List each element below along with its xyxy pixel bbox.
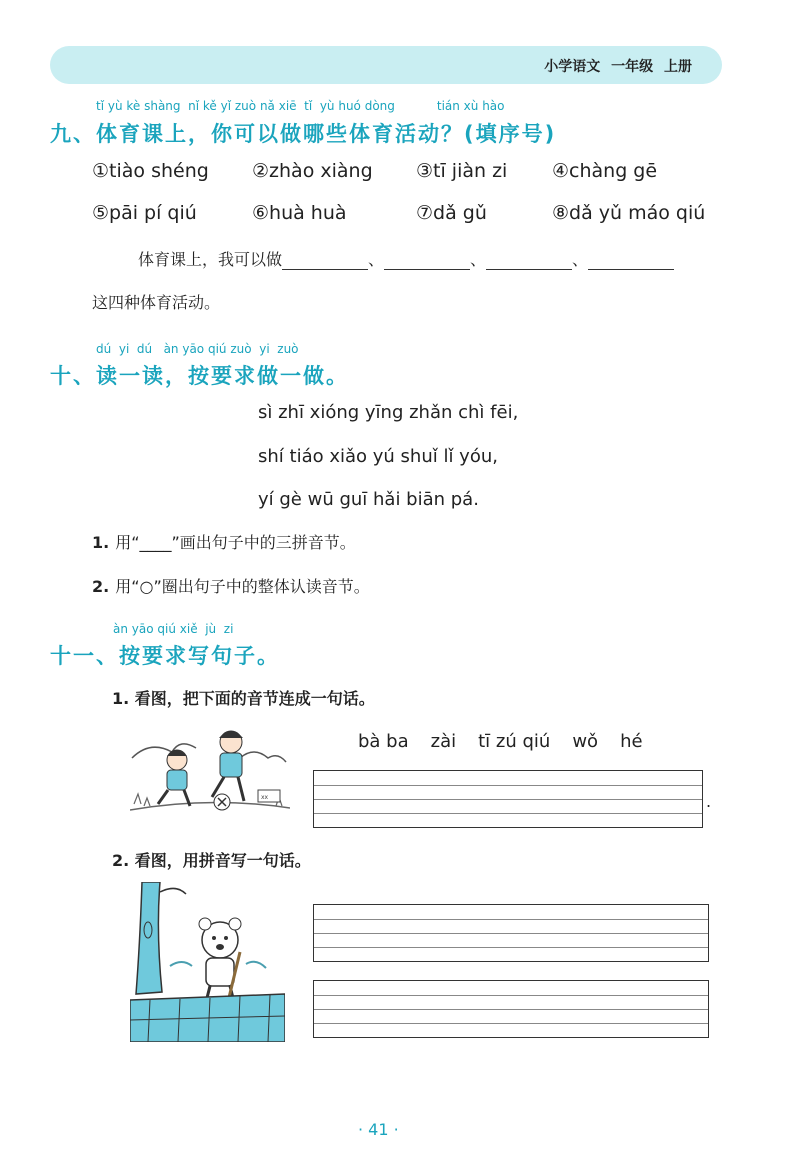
q11-answer-box-2[interactable] bbox=[313, 904, 709, 962]
header-subject: 小学语文 bbox=[544, 59, 601, 75]
q11-syllable-3: tī zú qiú bbox=[478, 731, 551, 752]
q11-answer-box-1[interactable] bbox=[313, 770, 703, 828]
q10-poem-line-3: yí gè wū guī hǎi biān pá. bbox=[258, 489, 479, 510]
q11-sub2: 2. 看图，用拼音写一句话。 bbox=[112, 851, 311, 870]
q9-fill-end: 这四种体育活动。 bbox=[92, 293, 221, 312]
box-line bbox=[314, 995, 708, 996]
q11-syllable-5: hé bbox=[620, 731, 643, 752]
q9-blank-2[interactable] bbox=[384, 251, 470, 270]
q9-blank-4[interactable] bbox=[588, 251, 674, 270]
q9-blank-3[interactable] bbox=[486, 251, 572, 270]
q11-sub1: 1. 看图，把下面的音节连成一句话。 bbox=[112, 689, 375, 708]
q9-option-3: ③tī jiàn zi bbox=[416, 160, 508, 182]
header-label bbox=[544, 56, 692, 76]
q9-title: 九、体育课上，你可以做哪些体育活动？(填序号) bbox=[50, 122, 557, 146]
box-line bbox=[314, 933, 708, 934]
box-line bbox=[314, 813, 702, 814]
q9-blank-1[interactable] bbox=[282, 251, 368, 270]
q9-option-7: ⑦dǎ gǔ bbox=[416, 202, 487, 224]
q11-syllable-2: zài bbox=[430, 731, 457, 752]
box-line bbox=[314, 1009, 708, 1010]
q9-sep-3: 、 bbox=[572, 250, 589, 269]
q10-task-1-num: 1. bbox=[92, 533, 110, 552]
header-grade: 一年级 bbox=[611, 59, 654, 75]
q9-option-6: ⑥huà huà bbox=[252, 202, 347, 224]
q9-option-8: ⑧dǎ yǔ máo qiú bbox=[552, 202, 706, 224]
q11-syllable-1: bà ba bbox=[358, 731, 409, 752]
q10-poem-line-2: shí tiáo xiǎo yú shuǐ lǐ yóu, bbox=[258, 446, 498, 467]
box-line bbox=[314, 799, 702, 800]
page-number: · 41 · bbox=[358, 1120, 399, 1139]
q10-task-2 bbox=[92, 574, 370, 597]
q9-option-1: ①tiào shéng bbox=[92, 160, 209, 182]
header-volume: 上册 bbox=[664, 59, 692, 75]
bear-sweeping-image bbox=[130, 882, 285, 1042]
football-boys-image bbox=[130, 718, 290, 818]
q10-task-2-num: 2. bbox=[92, 577, 110, 596]
q9-pinyin: tǐ yù kè shàng nǐ kě yǐ zuò nǎ xiē tǐ yù huó dòng tián xù hào bbox=[96, 99, 505, 113]
q9-option-5: ⑤pāi pí qiú bbox=[92, 202, 197, 224]
q11-syllable-4: wǒ bbox=[572, 731, 599, 752]
goal-sign-text: xx bbox=[261, 794, 269, 801]
header-bar bbox=[50, 46, 722, 84]
q9-sep-1: 、 bbox=[368, 250, 385, 269]
q10-pinyin: dú yi dú àn yāo qiú zuò yi zuò bbox=[96, 342, 299, 356]
q11-pinyin: àn yāo qiú xiě jù zi bbox=[113, 622, 234, 636]
q10-title: 十、读一读，按要求做一做。 bbox=[50, 364, 349, 388]
q9-fill-start: 体育课上，我可以做 bbox=[138, 250, 283, 269]
q10-task-1-text: 用“____”画出句子中的三拼音节。 bbox=[115, 533, 356, 552]
box-line bbox=[314, 785, 702, 786]
q10-task-2-text: 用“○”圈出句子中的整体认读音节。 bbox=[115, 577, 370, 596]
q11-answer-box-3[interactable] bbox=[313, 980, 709, 1038]
q11-title: 十一、按要求写句子。 bbox=[50, 644, 280, 668]
q10-task-1 bbox=[92, 530, 356, 553]
box-line bbox=[314, 919, 708, 920]
q9-fill-sentence bbox=[138, 247, 674, 270]
q9-option-4: ④chàng gē bbox=[552, 160, 658, 182]
box-line bbox=[314, 1023, 708, 1024]
q10-poem-line-1: sì zhī xióng yīng zhǎn chì fēi, bbox=[258, 402, 519, 423]
box-line bbox=[314, 947, 708, 948]
q9-option-2: ②zhào xiàng bbox=[252, 160, 373, 182]
q11-period: . bbox=[706, 792, 712, 811]
q11-syllables bbox=[358, 731, 665, 752]
q9-sep-2: 、 bbox=[470, 250, 487, 269]
